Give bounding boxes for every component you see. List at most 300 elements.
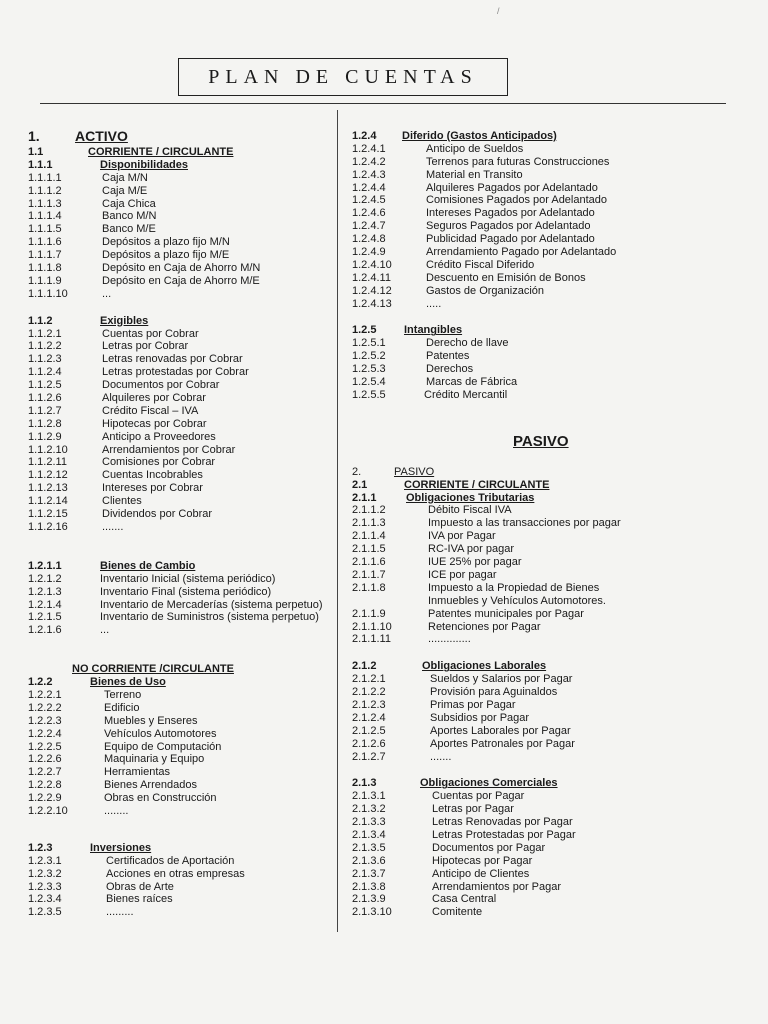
account-row bbox=[352, 233, 742, 246]
account-code: 2.1.1.8 bbox=[352, 581, 386, 594]
account-row bbox=[28, 469, 338, 482]
account-code: 2.1.1.5 bbox=[352, 543, 386, 556]
account-code: 1.1.2.4 bbox=[28, 366, 62, 379]
account-name: Muebles y Enseres bbox=[104, 714, 198, 727]
account-name: Documentos por Pagar bbox=[432, 841, 546, 854]
account-name: Depósito en Caja de Ahorro M/E bbox=[102, 274, 260, 287]
account-name: Cuentas por Cobrar bbox=[102, 327, 199, 340]
account-code: 1.1.2.7 bbox=[28, 404, 62, 417]
account-row bbox=[352, 194, 742, 207]
account-row bbox=[352, 376, 742, 389]
account-name: ... bbox=[100, 624, 110, 637]
account-row bbox=[28, 456, 338, 469]
account-row bbox=[352, 582, 742, 595]
account-name: Intangibles bbox=[404, 324, 463, 337]
account-code: 1.1.2.9 bbox=[28, 430, 62, 443]
account-code: 1.1.2.3 bbox=[28, 353, 62, 366]
account-row bbox=[352, 829, 742, 842]
account-code: 1.2.4.5 bbox=[352, 194, 386, 207]
account-row bbox=[352, 906, 742, 919]
account-section bbox=[28, 842, 338, 919]
account-name: Subsidios por Pagar bbox=[430, 711, 530, 724]
account-row bbox=[28, 855, 338, 868]
account-code: 1.2.4.4 bbox=[352, 181, 386, 194]
account-row bbox=[352, 285, 742, 298]
account-row bbox=[352, 556, 742, 569]
account-name: Casa Central bbox=[432, 893, 497, 906]
account-section bbox=[352, 466, 742, 646]
account-section bbox=[28, 130, 338, 301]
account-code: 2.1.3.7 bbox=[352, 867, 386, 880]
account-row bbox=[28, 495, 338, 508]
account-code: 2.1.1.10 bbox=[352, 620, 392, 633]
account-row bbox=[28, 741, 338, 754]
account-row bbox=[28, 586, 338, 599]
account-code: 1.1.2.12 bbox=[28, 469, 68, 482]
account-code: 2.1.1.7 bbox=[352, 568, 386, 581]
account-row bbox=[352, 751, 742, 764]
account-row bbox=[352, 169, 742, 182]
account-row bbox=[28, 249, 338, 262]
account-name: ..... bbox=[426, 297, 442, 310]
account-row bbox=[28, 792, 338, 805]
account-name: Bienes de Cambio bbox=[100, 559, 196, 572]
account-name: Inventario Inicial (sistema periódico) bbox=[100, 572, 276, 585]
account-name: CORRIENTE / CIRCULANTE bbox=[88, 146, 234, 158]
account-code: 1.1.1.8 bbox=[28, 262, 62, 275]
account-row bbox=[28, 573, 338, 586]
account-code: 2.1.1.4 bbox=[352, 530, 386, 543]
account-name: Arrendamientos por Cobrar bbox=[102, 443, 236, 456]
account-code: 1.1.2.1 bbox=[28, 327, 62, 340]
account-code: 1.2.3.2 bbox=[28, 867, 62, 880]
account-name: Hipotecas por Pagar bbox=[432, 854, 533, 867]
account-name: Certificados de Aportación bbox=[106, 854, 235, 867]
account-name: Letras Protestadas por Pagar bbox=[432, 828, 576, 841]
right-column bbox=[352, 130, 742, 919]
account-row bbox=[28, 753, 338, 766]
account-code: 2.1.3.6 bbox=[352, 854, 386, 867]
account-code: 1.2.2.2 bbox=[28, 701, 62, 714]
account-row bbox=[28, 689, 338, 702]
pasivo-heading: PASIVO bbox=[513, 433, 569, 450]
account-code: 1.2.4.6 bbox=[352, 207, 386, 220]
account-group-row bbox=[352, 130, 742, 143]
account-code: 1.2.5.4 bbox=[352, 376, 386, 389]
account-name: Inmuebles y Vehículos Automotores. bbox=[428, 594, 606, 607]
account-code: 2.1.1.11 bbox=[352, 633, 391, 646]
account-name: ICE por pagar bbox=[428, 568, 497, 581]
header-divider bbox=[40, 103, 726, 104]
account-code: 1.2.3.5 bbox=[28, 906, 62, 919]
account-row bbox=[28, 392, 338, 405]
account-name: Descuento en Emisión de Bonos bbox=[426, 271, 586, 284]
account-row bbox=[352, 790, 742, 803]
account-group-row bbox=[28, 146, 338, 159]
account-row bbox=[352, 855, 742, 868]
account-code: 1.2.4.13 bbox=[352, 297, 392, 310]
account-name: Derecho de llave bbox=[426, 337, 509, 350]
account-row bbox=[28, 702, 338, 715]
account-code: 2.1.3.4 bbox=[352, 828, 386, 841]
account-name: Depósitos a plazo fijo M/N bbox=[102, 236, 230, 249]
account-name: Provisión para Aguinaldos bbox=[430, 686, 558, 699]
account-name: Intereses por Cobrar bbox=[102, 482, 203, 495]
account-row bbox=[352, 699, 742, 712]
account-code: 1.2.4.12 bbox=[352, 284, 392, 297]
account-name: Primas por Pagar bbox=[430, 698, 516, 711]
account-name: Edificio bbox=[104, 701, 140, 714]
account-code: 2. bbox=[352, 465, 362, 478]
account-row bbox=[352, 738, 742, 751]
account-code: 1.1.1.1 bbox=[28, 171, 62, 184]
account-name: IUE 25% por pagar bbox=[428, 556, 522, 569]
account-code: 2.1.2.4 bbox=[352, 711, 386, 724]
account-row bbox=[352, 466, 742, 479]
account-name: Documentos por Cobrar bbox=[102, 379, 220, 392]
account-section bbox=[28, 560, 338, 637]
account-name: Crédito Mercantil bbox=[424, 388, 508, 401]
account-code: 1.1.1.4 bbox=[28, 210, 62, 223]
account-code: 2.1.3.8 bbox=[352, 880, 386, 893]
account-code: 1.2.2.4 bbox=[28, 727, 62, 740]
account-name: Comisiones Pagados por Adelantado bbox=[426, 194, 608, 207]
account-code: 2.1.3 bbox=[352, 777, 377, 790]
account-code: 1.1.1.6 bbox=[28, 236, 62, 249]
account-row bbox=[352, 337, 742, 350]
account-row bbox=[352, 298, 742, 311]
account-code: 1.1.2.16 bbox=[28, 520, 68, 533]
account-row bbox=[28, 893, 338, 906]
account-name: Letras renovadas por Cobrar bbox=[102, 353, 243, 366]
account-code: 1.2.3 bbox=[28, 841, 53, 854]
account-code: 1.2.4.1 bbox=[352, 142, 386, 155]
account-name: Arrendamiento Pagado por Adelantado bbox=[426, 246, 617, 259]
account-code: 1.1.2.8 bbox=[28, 417, 62, 430]
account-code: 1.2.2.3 bbox=[28, 714, 62, 727]
account-name: Terrenos para futuras Construcciones bbox=[426, 155, 610, 168]
account-name: Impuesto a la Propiedad de Bienes bbox=[428, 581, 600, 594]
account-code: 1. bbox=[28, 128, 40, 144]
account-row bbox=[352, 156, 742, 169]
account-group-row bbox=[352, 324, 742, 337]
account-row bbox=[352, 259, 742, 272]
account-name: Caja Chica bbox=[102, 197, 156, 210]
scan-mark: / bbox=[497, 6, 500, 16]
account-row bbox=[352, 389, 742, 402]
account-name: Crédito Fiscal – IVA bbox=[102, 404, 199, 417]
account-code: 1.2.4.7 bbox=[352, 220, 386, 233]
account-row bbox=[28, 288, 338, 301]
account-name: Disponibilidades bbox=[100, 158, 189, 171]
account-group-row bbox=[28, 560, 338, 573]
account-code: 1.2.2 bbox=[28, 676, 53, 689]
account-row bbox=[28, 275, 338, 288]
account-row bbox=[28, 431, 338, 444]
account-row bbox=[28, 198, 338, 211]
account-code: 1.2.1.1 bbox=[28, 559, 62, 572]
document-title-box bbox=[178, 58, 508, 96]
account-name: Bienes de Uso bbox=[90, 676, 166, 689]
account-row bbox=[28, 728, 338, 741]
account-code: 2.1.2.3 bbox=[352, 698, 386, 711]
account-code: 1.2.1.5 bbox=[28, 611, 62, 624]
account-row bbox=[28, 328, 338, 341]
account-code: 1.2.4.2 bbox=[352, 155, 386, 168]
account-code: 1.1.1.5 bbox=[28, 223, 62, 236]
account-code: 1.2.5.3 bbox=[352, 363, 386, 376]
account-name: Vehículos Automotores bbox=[104, 727, 217, 740]
account-code: 1.2.4.11 bbox=[352, 271, 391, 284]
account-row bbox=[28, 482, 338, 495]
account-name: Anticipo de Clientes bbox=[432, 867, 530, 880]
account-name: Letras por Cobrar bbox=[102, 340, 189, 353]
account-code: 1.1.2.14 bbox=[28, 495, 68, 508]
account-section bbox=[352, 777, 742, 919]
account-code: 1.2.4.8 bbox=[352, 233, 386, 246]
account-name: Cuentas Incobrables bbox=[102, 469, 203, 482]
account-name: Patentes municipales por Pagar bbox=[428, 607, 584, 620]
account-code: 1.2.2.7 bbox=[28, 766, 62, 779]
account-name: Caja M/N bbox=[102, 171, 148, 184]
account-code: 2.1.3.2 bbox=[352, 803, 386, 816]
account-code: 1.2.2.1 bbox=[28, 688, 62, 701]
account-row bbox=[28, 766, 338, 779]
account-row bbox=[28, 624, 338, 637]
account-name: Crédito Fiscal Diferido bbox=[426, 258, 535, 271]
account-name: ........ bbox=[104, 804, 129, 817]
account-code: 1.2.5 bbox=[352, 324, 377, 337]
left-column bbox=[28, 130, 338, 919]
account-name: Acciones en otras empresas bbox=[106, 867, 245, 880]
account-code: 1.1.1 bbox=[28, 158, 53, 171]
account-name: Inversiones bbox=[90, 841, 152, 854]
account-name: Anticipo de Sueldos bbox=[426, 142, 524, 155]
account-row bbox=[352, 182, 742, 195]
account-code: 1.1.1.10 bbox=[28, 287, 68, 300]
account-row bbox=[28, 340, 338, 353]
account-code: 1.2.4 bbox=[352, 130, 377, 142]
account-name: Dividendos por Cobrar bbox=[102, 508, 213, 521]
account-name: ....... bbox=[430, 750, 452, 763]
account-name: Inventario de Mercaderías (sistema perpetuo) bbox=[100, 598, 323, 611]
account-row bbox=[28, 868, 338, 881]
account-name: Clientes bbox=[102, 495, 142, 508]
account-name: ACTIVO bbox=[75, 128, 128, 144]
account-name: CORRIENTE / CIRCULANTE bbox=[404, 478, 550, 491]
account-name: Obras de Arte bbox=[106, 880, 174, 893]
account-row bbox=[352, 712, 742, 725]
account-code: 1.2.4.3 bbox=[352, 168, 386, 181]
account-name: Exigibles bbox=[100, 314, 149, 327]
account-code: 1.2.5.2 bbox=[352, 350, 386, 363]
account-name: Seguros Pagados por Adelantado bbox=[426, 220, 591, 233]
account-row bbox=[28, 210, 338, 223]
account-code: 1.1.1.7 bbox=[28, 249, 62, 262]
account-code: 2.1.1.2 bbox=[352, 504, 386, 517]
account-code: 2.1 bbox=[352, 478, 368, 491]
account-code: 1.1.1.9 bbox=[28, 274, 62, 287]
account-row bbox=[28, 715, 338, 728]
account-name: Letras por Pagar bbox=[432, 803, 514, 816]
account-code: 1.1.2.6 bbox=[28, 392, 62, 405]
account-row bbox=[352, 207, 742, 220]
account-code: 2.1.1 bbox=[352, 491, 377, 504]
account-name: Terreno bbox=[104, 688, 142, 701]
account-code: 1.2.5.5 bbox=[352, 388, 386, 401]
account-row bbox=[28, 611, 338, 624]
account-row bbox=[28, 172, 338, 185]
account-name: Retenciones por Pagar bbox=[428, 620, 541, 633]
account-code: 1.2.4.9 bbox=[352, 246, 386, 259]
account-code: 2.1.2.7 bbox=[352, 750, 386, 763]
account-name: Material en Transito bbox=[426, 168, 523, 181]
account-name: Derechos bbox=[426, 363, 474, 376]
account-row bbox=[352, 272, 742, 285]
account-row bbox=[352, 881, 742, 894]
account-row bbox=[352, 893, 742, 906]
account-group-row bbox=[28, 676, 338, 689]
account-name: NO CORRIENTE /CIRCULANTE bbox=[72, 663, 234, 676]
account-code: 1.1.1.3 bbox=[28, 197, 62, 210]
account-name: Obligaciones Comerciales bbox=[420, 777, 558, 790]
account-name: Caja M/E bbox=[102, 184, 148, 197]
account-code: 1.2.3.1 bbox=[28, 854, 62, 867]
account-row bbox=[352, 842, 742, 855]
account-row bbox=[352, 686, 742, 699]
account-code: 2.1.3.3 bbox=[352, 816, 386, 829]
account-name: Obras en Construcción bbox=[104, 792, 217, 805]
account-name: Patentes bbox=[426, 350, 470, 363]
account-row bbox=[28, 599, 338, 612]
account-row bbox=[352, 517, 742, 530]
account-name: Equipo de Computación bbox=[104, 740, 222, 753]
account-name: Banco M/N bbox=[102, 210, 157, 223]
account-code: 2.1.3.5 bbox=[352, 841, 386, 854]
account-name: Banco M/E bbox=[102, 223, 156, 236]
account-row bbox=[28, 236, 338, 249]
account-name: Sueldos y Salarios por Pagar bbox=[430, 673, 573, 686]
account-name: Marcas de Fábrica bbox=[426, 376, 518, 389]
account-section bbox=[352, 660, 742, 763]
account-group-row bbox=[28, 159, 338, 172]
account-row bbox=[352, 246, 742, 259]
account-row bbox=[28, 881, 338, 894]
account-row bbox=[28, 805, 338, 818]
account-row bbox=[28, 223, 338, 236]
account-code: 1.2.1.4 bbox=[28, 598, 62, 611]
account-group-row bbox=[352, 660, 742, 673]
account-group-row bbox=[28, 842, 338, 855]
account-row bbox=[352, 633, 742, 646]
account-name: Bienes Arrendados bbox=[104, 779, 197, 792]
account-name: Hipotecas por Cobrar bbox=[102, 417, 207, 430]
account-code: 1.1.2 bbox=[28, 314, 53, 327]
account-row bbox=[28, 508, 338, 521]
account-row bbox=[352, 868, 742, 881]
account-code: 1.2.5.1 bbox=[352, 337, 386, 350]
account-code: 2.1.2 bbox=[352, 660, 377, 673]
account-row bbox=[352, 621, 742, 634]
account-code: 1.2.2.10 bbox=[28, 804, 68, 817]
account-name: Impuesto a las transacciones por pagar bbox=[428, 517, 621, 530]
account-name: RC-IVA por pagar bbox=[428, 543, 515, 556]
account-code: 1.2.1.3 bbox=[28, 585, 62, 598]
account-name: ....... bbox=[102, 520, 124, 533]
account-name: Inventario Final (sistema periódico) bbox=[100, 585, 272, 598]
account-name: ... bbox=[102, 287, 112, 300]
account-code: 2.1.3.9 bbox=[352, 893, 386, 906]
account-name: Herramientas bbox=[104, 766, 171, 779]
account-code: 1.2.2.6 bbox=[28, 753, 62, 766]
account-row bbox=[352, 543, 742, 556]
account-code: 1.2.1.2 bbox=[28, 572, 62, 585]
account-group-row bbox=[352, 777, 742, 790]
account-name: Comisiones por Cobrar bbox=[102, 456, 216, 469]
account-name: Gastos de Organización bbox=[426, 284, 545, 297]
account-code: 1.2.2.5 bbox=[28, 740, 62, 753]
account-name: Diferido (Gastos Anticipados) bbox=[402, 130, 557, 142]
account-name: Arrendamientos por Pagar bbox=[432, 880, 562, 893]
account-name: .............. bbox=[428, 633, 471, 646]
account-row bbox=[352, 350, 742, 363]
account-name: Obligaciones Tributarias bbox=[406, 491, 535, 504]
account-group-row bbox=[352, 492, 742, 505]
account-code: 2.1.1.6 bbox=[352, 556, 386, 569]
account-code: 1.1.2.10 bbox=[28, 443, 68, 456]
account-row bbox=[352, 143, 742, 156]
account-row bbox=[28, 521, 338, 534]
account-row bbox=[352, 220, 742, 233]
account-row bbox=[28, 262, 338, 275]
account-name: Alquileres por Cobrar bbox=[102, 392, 206, 405]
account-name: Cuentas por Pagar bbox=[432, 790, 525, 803]
account-group-row bbox=[28, 130, 338, 146]
account-row bbox=[352, 504, 742, 517]
account-row bbox=[28, 444, 338, 457]
account-code: 2.1.3.1 bbox=[352, 790, 386, 803]
account-name: IVA por Pagar bbox=[428, 530, 496, 543]
account-row bbox=[28, 405, 338, 418]
account-code: 1.2.3.4 bbox=[28, 893, 62, 906]
account-section bbox=[352, 324, 742, 401]
account-row bbox=[352, 608, 742, 621]
account-code: 1.1.2.5 bbox=[28, 379, 62, 392]
account-code: 1.1.2.11 bbox=[28, 456, 67, 469]
account-row bbox=[28, 779, 338, 792]
account-name: Depósitos a plazo fijo M/E bbox=[102, 249, 230, 262]
account-row bbox=[28, 353, 338, 366]
account-code: 1.2.2.9 bbox=[28, 792, 62, 805]
account-row bbox=[28, 185, 338, 198]
account-code: 2.1.1.3 bbox=[352, 517, 386, 530]
account-row bbox=[28, 366, 338, 379]
account-group-row bbox=[352, 479, 742, 492]
account-code: 2.1.2.5 bbox=[352, 724, 386, 737]
account-group-row bbox=[28, 315, 338, 328]
account-row bbox=[352, 595, 742, 608]
account-code: 1.1.1.2 bbox=[28, 184, 62, 197]
account-name: Anticipo a Proveedores bbox=[102, 430, 216, 443]
account-name: Letras protestadas por Cobrar bbox=[102, 366, 249, 379]
account-name: Maquinaria y Equipo bbox=[104, 753, 205, 766]
account-row bbox=[28, 906, 338, 919]
account-section bbox=[28, 315, 338, 534]
account-row bbox=[352, 816, 742, 829]
document-title: PLAN DE CUENTAS bbox=[208, 65, 478, 88]
account-name: Alquileres Pagados por Adelantado bbox=[426, 181, 598, 194]
account-code: 2.1.2.6 bbox=[352, 737, 386, 750]
